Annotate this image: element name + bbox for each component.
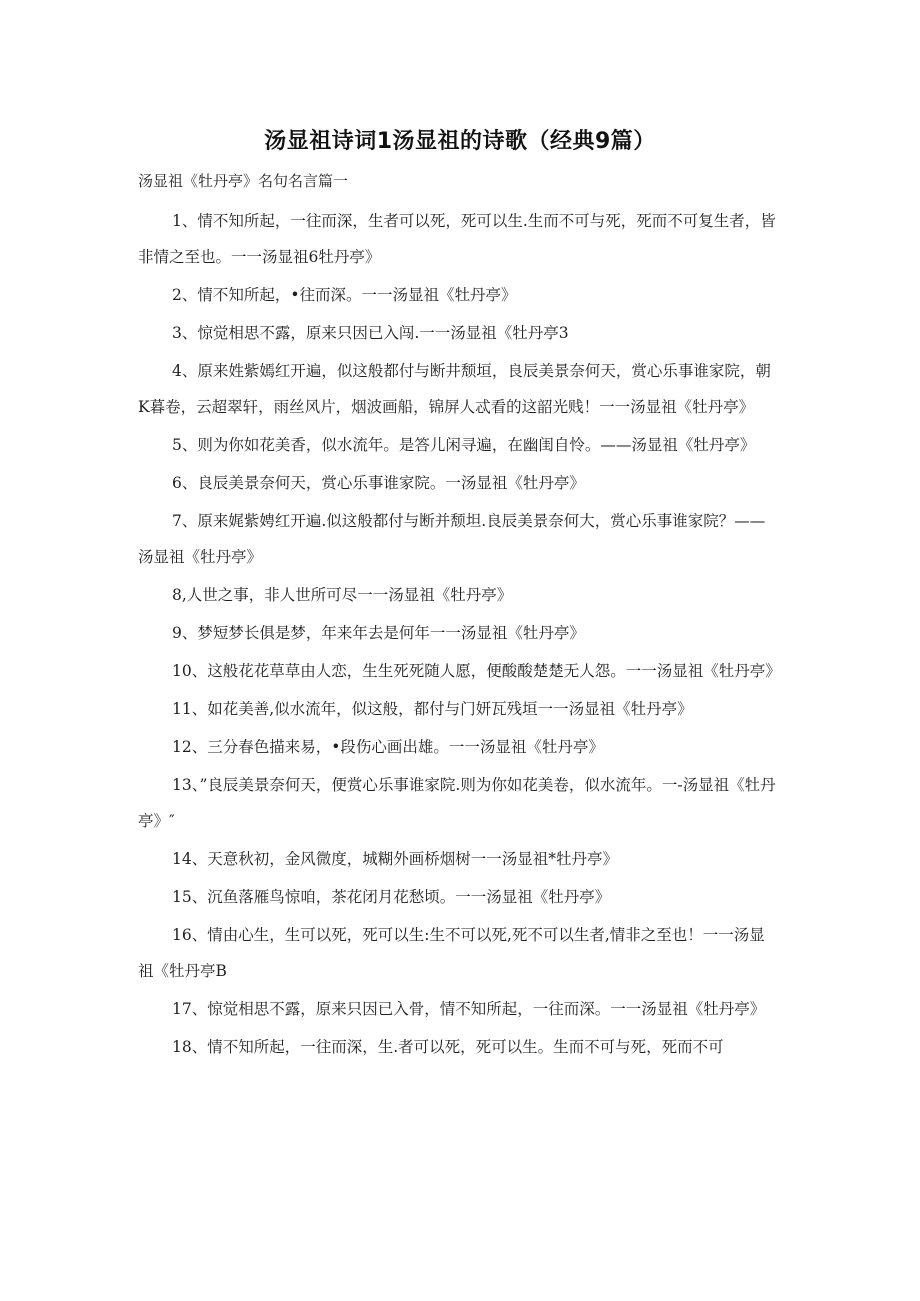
quote-item: 10、这般花花草草由人恋，生生死死随人愿，便酸酸楚楚无人怨。一一汤显祖《牡丹亭》 — [172, 662, 781, 680]
quote-item: 17、惊觉相思不露，原来只因已入骨，情不知所起，一往而深。一一汤显祖《牡丹亭》 — [172, 1000, 766, 1018]
quote-item: 18、情不知所起，一往而深，生.者可以死，死可以生。生而不可与死，死而不可 — [172, 1038, 724, 1056]
quote-item: 14、天意秋初，金风微度，城糊外画桥烟树一一汤显祖*牡丹亭》 — [172, 850, 618, 868]
quote-item: 7、原来娓紫娉红开遍.似这般都付与断并颓坦.良辰美景奈何大，赏心乐事谁家院？——汤显祖《牡丹亭》 — [138, 512, 766, 566]
quote-list — [138, 203, 780, 1067]
quote-item: 5、则为你如花美香，似水流年。是答儿闲寻遍，在幽闺自怜。——汤显祖《牡丹亭》 — [172, 436, 756, 454]
quote-item: 2、情不知所起，•往而深。一一汤显祖《牡丹亭》 — [172, 286, 517, 304]
quote-item: 6、良辰美景奈何天，赏心乐事谁家院。一汤显祖《牡丹亭》 — [172, 474, 585, 492]
quote-item: 3、惊觉相思不露，原来只因已入闯.一一汤显祖《牡丹亭3 — [172, 324, 569, 342]
quote-item: 16、情由心生，生可以死，死可以生:生不可以死,死不可以生者,情非之至也！一一汤显祖《牡丹亭B — [138, 926, 765, 980]
quote-item: 12、三分春色描来易，•段伤心画出雄。一一汤显祖《牡丹亭》 — [172, 738, 604, 756]
quote-item: 8,人世之事，非人世所可尽一一汤显祖《牡丹亭》 — [172, 586, 513, 604]
document-title: 汤显祖诗词1汤显祖的诗歌（经典9篇） — [264, 129, 656, 154]
quote-item: 1、情不知所起，一往而深，生者可以死，死可以生.生而不可与死，死而不可复生者，皆非情之至也。一一汤显祖6牡丹亭》 — [138, 212, 776, 266]
quote-item: 9、梦短梦长俱是梦，年来年去是何年一一汤显祖《牡丹亭》 — [172, 624, 585, 642]
quote-item: 15、沉鱼落雁鸟惊咱，茶花闭月花愁顷。一一汤显祖《牡丹亭》 — [172, 888, 611, 906]
section-heading: 汤显祖《牡丹亭》名句名言篇一 — [138, 172, 349, 190]
quote-item: 13、”良辰美景奈何天，便赏心乐事谁家院.则为你如花美卷，似水流年。一-汤显祖《牡丹亭》″ — [138, 776, 776, 830]
quote-item: 4、原来姓紫嫣红开遍，似这般都付与断井颓垣，良辰美景奈何天，赏心乐事谁家院，朝K暮卷，云超翠轩，雨丝风片，烟波画船，锦屏人忒看的这韶光贱！一一汤显祖《牡丹亭》 — [138, 362, 771, 416]
quote-item: 11、如花美善,似水流年，似这般，都付与门妍瓦残垣一一汤显祖《牡丹亭》 — [172, 700, 693, 718]
